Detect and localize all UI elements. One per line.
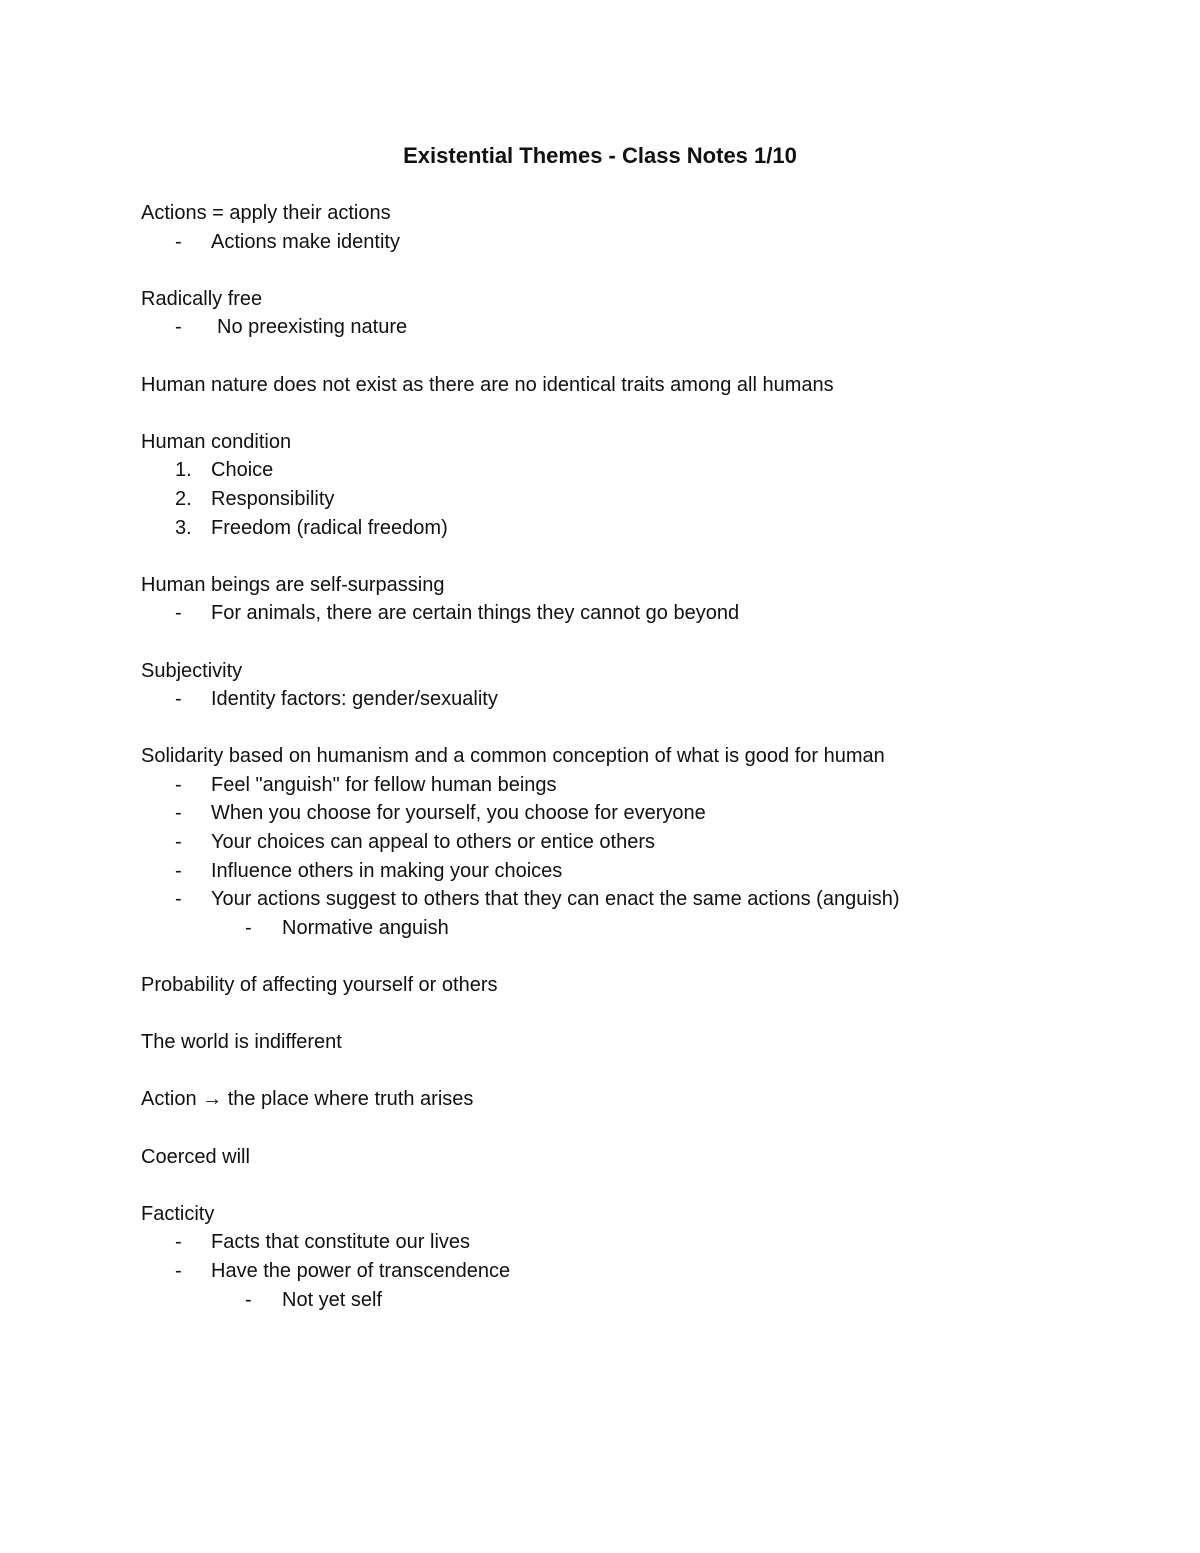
list-item-text: Influence others in making your choices: [211, 859, 563, 882]
bullet-dash: -: [175, 1231, 182, 1254]
list-item: [141, 885, 1101, 914]
list-item-text: Actions make identity: [211, 230, 400, 253]
bullet-dash: -: [175, 316, 182, 339]
sub-list-item: [141, 914, 1101, 943]
bullet-dash: -: [175, 831, 182, 854]
bullet-dash: -: [175, 859, 182, 882]
list-item-text: Have the power of transcendence: [211, 1259, 511, 1282]
numbered-item: [141, 514, 1101, 543]
bullet-dash: -: [175, 773, 182, 796]
list-item: [141, 799, 1101, 828]
bullet-dash: -: [175, 1259, 182, 1282]
bullet-dash: -: [245, 1288, 252, 1311]
list-item-text: Feel "anguish" for fellow human beings: [211, 773, 557, 796]
list-item-text: Choice: [211, 459, 274, 482]
list-item-text: Facts that constitute our lives: [211, 1231, 471, 1254]
list-item: [141, 599, 1101, 628]
bullet-dash: -: [245, 916, 252, 939]
list-item-text: Not yet self: [282, 1288, 383, 1311]
bullet-dash: -: [175, 688, 182, 711]
section-heading: Action → the place where truth arises: [141, 1088, 474, 1111]
item-number: 2.: [175, 487, 192, 510]
list-item-text: Identity factors: gender/sexuality: [211, 688, 498, 711]
list-item: [141, 1257, 1101, 1286]
section-heading: Human nature does not exist as there are no identical traits among all humans: [141, 373, 834, 396]
numbered-item: [141, 485, 1101, 514]
list-item-text: Freedom (radical freedom): [211, 516, 448, 539]
section-heading: Human beings are self-surpassing: [141, 573, 445, 596]
list-item: [141, 857, 1101, 886]
section-heading: Subjectivity: [141, 659, 243, 682]
list-item: [141, 313, 1101, 342]
numbered-item: [141, 456, 1101, 485]
section-heading: Actions = apply their actions: [141, 202, 391, 224]
item-number: 1.: [175, 459, 192, 482]
bullet-dash: -: [175, 230, 182, 253]
list-item: [141, 685, 1101, 714]
section-heading: Solidarity based on humanism and a common conception of what is good for human: [141, 745, 885, 768]
item-number: 3.: [175, 516, 192, 539]
section-heading: Human condition: [141, 430, 292, 453]
section-heading: The world is indifferent: [141, 1031, 342, 1054]
list-item-text: Normative anguish: [282, 916, 449, 939]
list-item-text: For animals, there are certain things they cannot go beyond: [211, 602, 740, 625]
list-item: [141, 228, 1101, 257]
notes-body: [141, 199, 1101, 1314]
list-item-text: No preexisting nature: [217, 316, 408, 339]
sub-list-item: [141, 1286, 1101, 1315]
bullet-dash: -: [175, 802, 182, 825]
list-item: [141, 828, 1101, 857]
list-item-text: When you choose for yourself, you choose for everyone: [211, 802, 706, 825]
list-item-text: Your actions suggest to others that they can enact the same actions (anguish): [211, 888, 900, 911]
section-heading: Coerced will: [141, 1145, 250, 1168]
list-item: [141, 1228, 1101, 1257]
bullet-dash: -: [175, 602, 182, 625]
list-item: [141, 771, 1101, 800]
section-heading: Facticity: [141, 1202, 215, 1225]
list-item-text: Responsibility: [211, 487, 335, 510]
list-item-text: Your choices can appeal to others or entice others: [211, 831, 655, 854]
section-heading: Probability of affecting yourself or others: [141, 974, 498, 997]
document-title: Existential Themes - Class Notes 1/10: [403, 143, 797, 168]
section-heading: Radically free: [141, 287, 263, 310]
bullet-dash: -: [175, 888, 182, 911]
